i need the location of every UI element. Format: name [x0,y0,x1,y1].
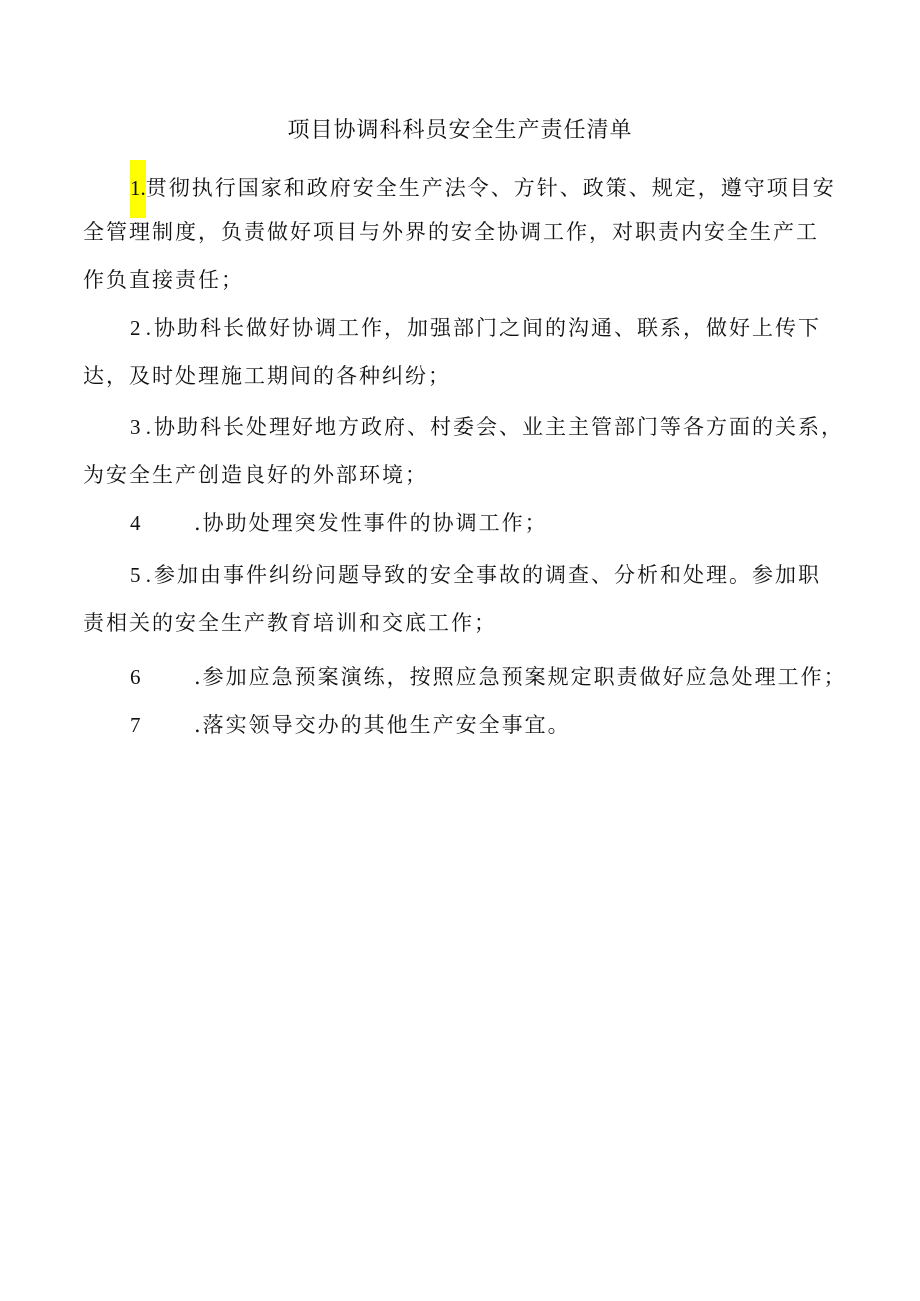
item-text-line: 协助科长处理好地方政府、村委会、业主主管部门等各方面的关系， [154,415,844,439]
item-text-line: 责相关的安全生产教育培训和交底工作； [83,611,497,635]
item-number: 2 . [130,316,151,340]
item-text-line: 为安全生产创造良好的外部环境； [83,463,428,487]
item-text-line: 贯彻执行国家和政府安全生产法令、方针、政策、规定，遵守项目安 [145,176,836,200]
list-item-6 [83,653,847,701]
item-number: 3 . [130,415,151,439]
item-text-line: 全管理制度，负责做好项目与外界的安全协调工作，对职责内安全生产工 [83,220,819,244]
list-item-2 [83,304,843,400]
item-text-line: 达，及时处理施工期间的各种纠纷； [83,364,451,388]
list-item-7 [83,701,843,749]
item-text-line: .协助处理突发性事件的协调工作； [194,511,548,535]
item-number: 7 [130,713,141,737]
item-number: 4 [130,511,141,535]
list-item-4 [83,499,843,547]
item-text-line: 作负直接责任； [83,268,244,292]
item-text-line: .落实领导交办的其他生产安全事宜。 [194,713,571,737]
item-text-line: 协助科长做好协调工作，加强部门之间的沟通、联系，做好上传下 [154,316,821,340]
item-text-line: 参加由事件纠纷问题导致的安全事故的调查、分析和处理。参加职 [154,563,821,587]
list-item-3 [83,403,843,499]
list-item-5 [83,551,843,647]
item-number-highlighted: 1. [130,160,146,218]
item-number: 6 [130,665,141,689]
item-text-line: .参加应急预案演练，按照应急预案规定职责做好应急处理工作； [194,665,847,689]
item-number: 5 . [130,563,151,587]
list-item-1 [83,160,843,304]
document-title: 项目协调科科员安全生产责任清单 [287,118,633,143]
